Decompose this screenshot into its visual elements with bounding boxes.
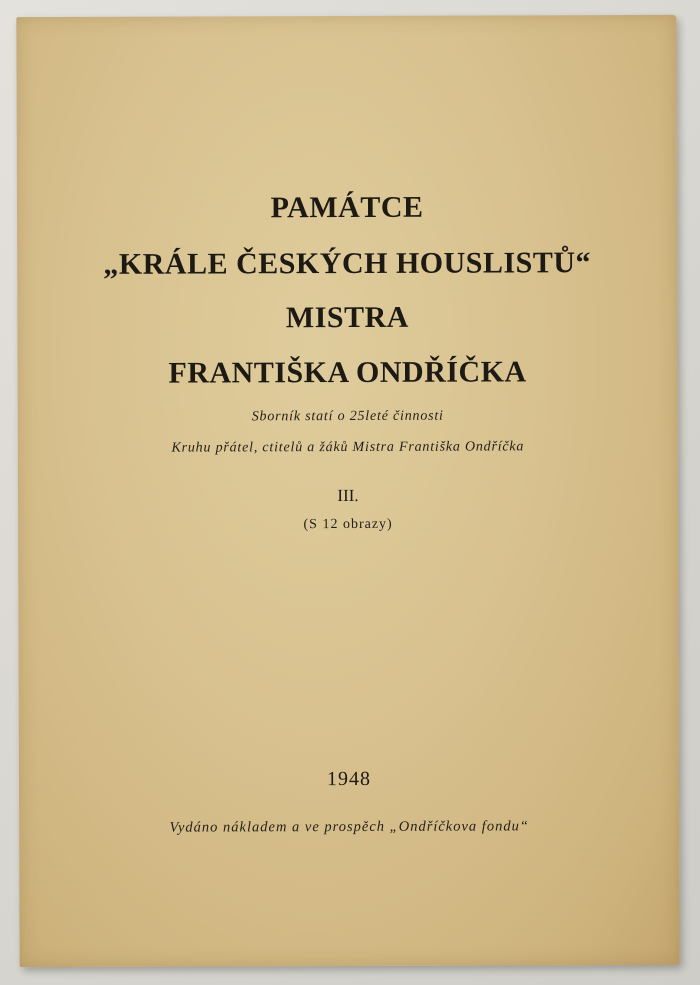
publication-year: 1948	[326, 767, 372, 791]
publisher-note: Vydáno nákladem a ve prospěch „Ondříčkova fondu“	[169, 818, 529, 836]
title-line-3: MISTRA	[285, 300, 409, 335]
title-line-4: FRANTIŠKA ONDŘÍČKA	[168, 355, 527, 390]
images-note: (S 12 obrazy)	[303, 516, 393, 533]
volume-number: III.	[337, 485, 359, 506]
booklet-cover	[16, 15, 679, 967]
subtitle-line-1: Sborník statí o 25leté činnosti	[251, 408, 444, 425]
subtitle-line-2: Kruhu přátel, ctitelů a žáků Mistra Františka Ondříčka	[171, 439, 525, 456]
title-line-2: „KRÁLE ČESKÝCH HOUSLISTŮ“	[103, 246, 592, 281]
title-line-1: PAMÁTCE	[270, 190, 424, 225]
